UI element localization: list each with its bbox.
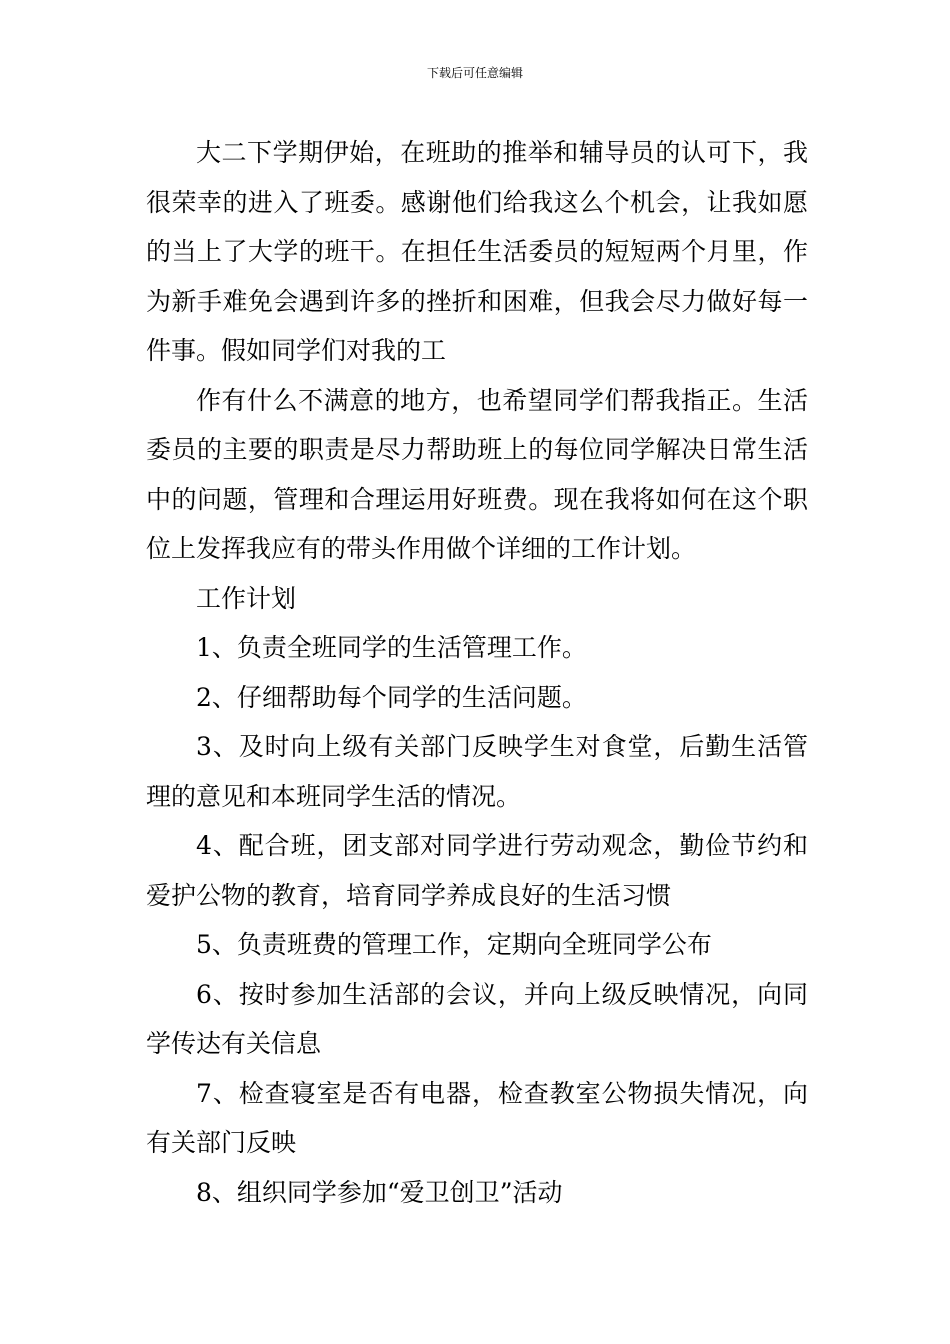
plan-item-7: 7、检查寝室是否有电器，检查教室公物损失情况，向有关部门反映 <box>146 1078 808 1157</box>
plan-item-2: 2、仔细帮助每个同学的生活问题。 <box>196 682 587 712</box>
plan-item-1: 1、负责全班同学的生活管理工作。 <box>196 633 587 662</box>
plan-item-5: 5、负责班费的管理工作，定期向全班同学公布 <box>196 930 712 959</box>
page-header: 下载后可任意编辑 <box>426 66 523 80</box>
paragraph-intro-2: 作有什么不满意的地方，也希望同学们帮我指正。生活委员的主要的职责是尽力帮助班上的每位同学解决日常生活中的问题，管理和合理运用好班费。现在我将如何在这个职位上发挥我应有的带头作用做个详细的工作计划。 <box>146 385 808 563</box>
document-body <box>146 128 808 1217</box>
plan-item-3: 3、及时向上级有关部门反映学生对食堂，后勤生活管理的意见和本班同学生活的情况。 <box>146 732 808 811</box>
plan-item-8: 8、组织同学参加“爱卫创卫”活动 <box>196 1177 563 1207</box>
paragraph-intro-1: 大二下学期伊始，在班助的推举和辅导员的认可下，我很荣幸的进入了班委。感谢他们给我这么个机会，让我如愿的当上了大学的班干。在担任生活委员的短短两个月里，作为新手难免会遇到许多的挫折和困难，但我会尽力做好每一件事。假如同学们对我的工 <box>146 138 808 365</box>
plan-item-4: 4、配合班，团支部对同学进行劳动观念，勤俭节约和爱护公物的教育，培育同学养成良好的生活习惯 <box>146 831 808 910</box>
section-heading-work-plan: 工作计划 <box>196 583 297 613</box>
plan-item-6: 6、按时参加生活部的会议，并向上级反映情况，向同学传达有关信息 <box>146 979 808 1058</box>
